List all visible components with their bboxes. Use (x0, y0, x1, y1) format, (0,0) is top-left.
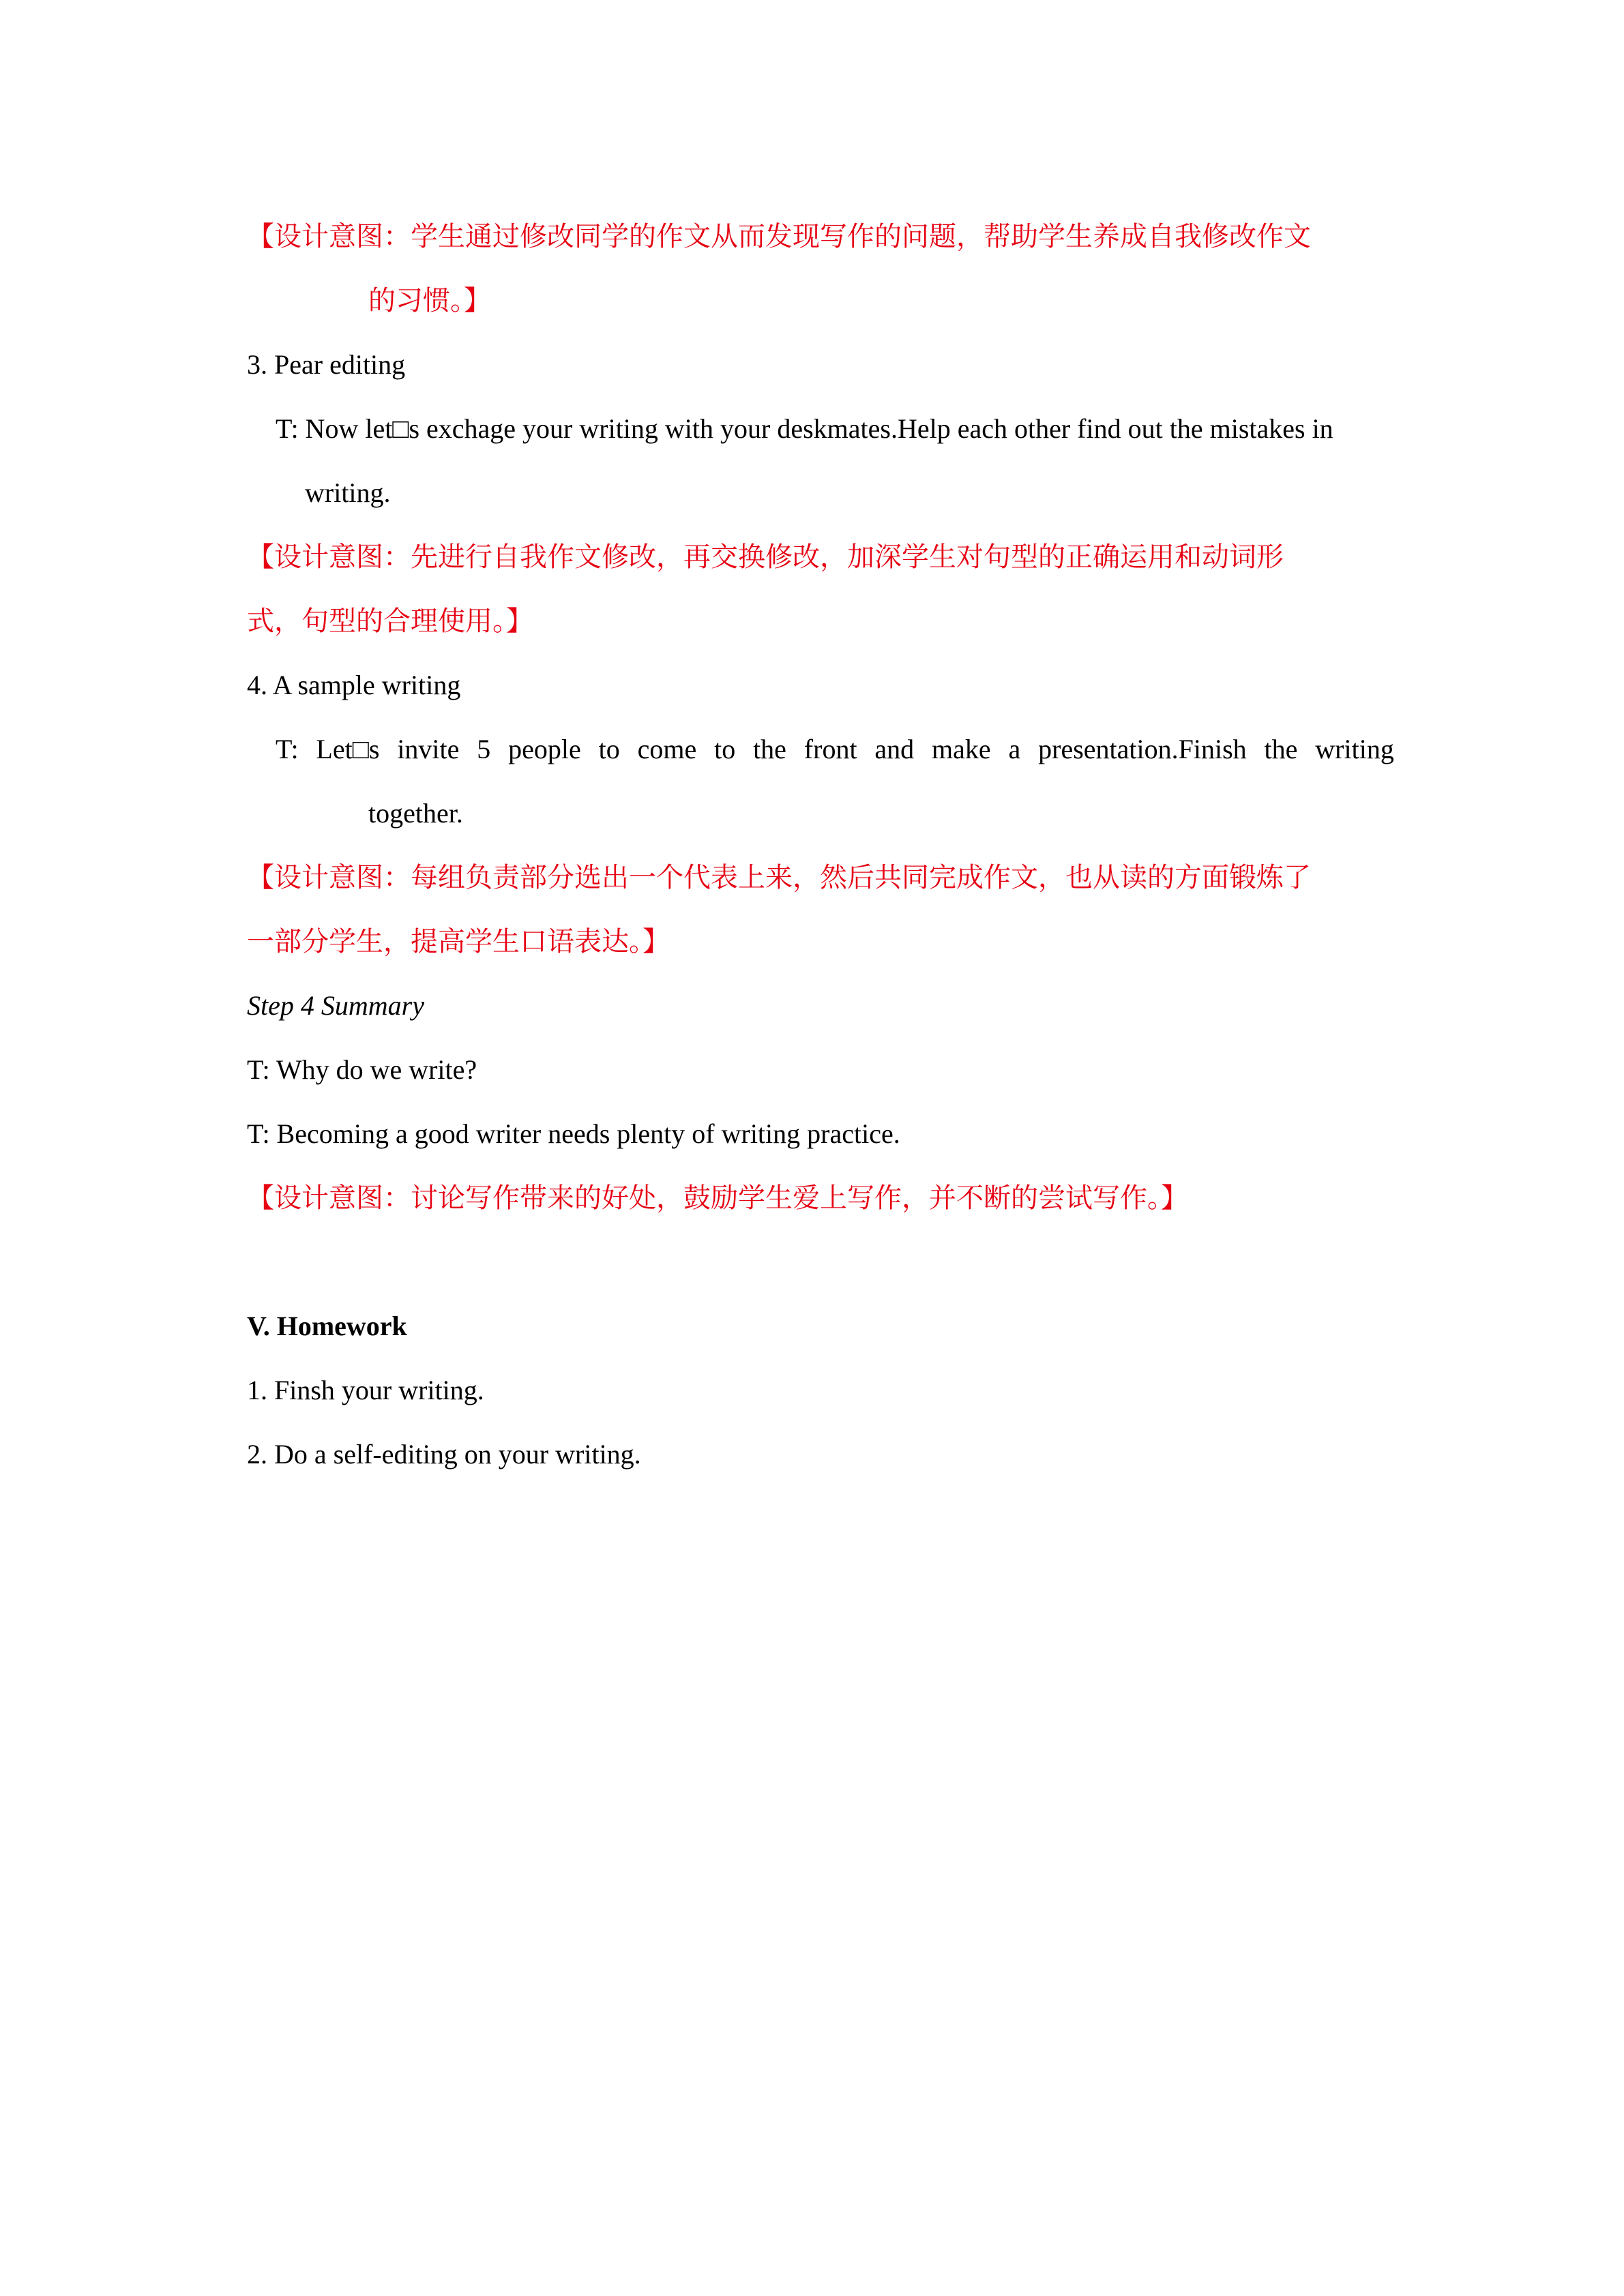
design-intent-3-line-1: 【设计意图：每组负责部分选出一个代表上来，然后共同完成作文，也从读的方面锻炼了 (247, 862, 1311, 893)
item-4-word: and (874, 734, 915, 764)
homework-item-2: 2. Do a self-editing on your writing. (247, 1439, 641, 1470)
step-4-question-2: T: Becoming a good writer needs plenty of writing practice. (247, 1118, 900, 1149)
item-4-word: writing (1315, 734, 1394, 764)
item-4-word: T: (276, 734, 299, 764)
design-intent-1-line-1: 【设计意图：学生通过修改同学的作文从而发现写作的问题，帮助学生养成自我修改作文 (247, 221, 1311, 252)
item-4-heading: 4. A sample writing (247, 670, 461, 700)
section-spacer (247, 1230, 1393, 1294)
design-intent-1-line-2: 的习惯。】 (368, 285, 491, 316)
step-4-heading: Step 4 Summary (247, 990, 424, 1021)
item-4-word: the (1264, 734, 1298, 764)
design-intent-2-line-2: 式，句型的合理使用。】 (247, 606, 533, 637)
design-intent-2-line-1: 【设计意图：先进行自我作文修改，再交换修改，加深学生对句型的正确运用和动词形 (247, 541, 1284, 573)
item-4-teacher-words (276, 717, 1394, 781)
design-intent-3-line-2: 一部分学生，提高学生口语表达。】 (247, 926, 670, 957)
item-4-word: Let□s (316, 734, 380, 764)
step-4-question-1: T: Why do we write? (247, 1054, 477, 1085)
item-4-word: make (932, 734, 991, 764)
homework-heading: V. Homework (247, 1311, 407, 1341)
homework-item-1: 1. Finsh your writing. (247, 1375, 484, 1405)
item-4-word: 5 (477, 734, 491, 764)
item-3-teacher-line-2: writing. (305, 477, 391, 508)
item-3-heading: 3. Pear editing (247, 349, 406, 380)
item-4-word: to (598, 734, 620, 764)
document-page (247, 205, 1393, 1487)
item-4-word: come (637, 734, 697, 764)
item-4-teacher-line-1 (247, 717, 1393, 781)
item-4-word: the (753, 734, 786, 764)
item-4-word: to (714, 734, 736, 764)
item-4-word: people (508, 734, 581, 764)
item-4-teacher-line-2: together. (368, 798, 463, 829)
item-4-word: a (1008, 734, 1021, 764)
design-intent-4-line-1: 【设计意图：讨论写作带来的好处，鼓励学生爱上写作，并不断的尝试写作。】 (247, 1182, 1188, 1214)
item-3-teacher-line-1: T: Now let□s exchage your writing with your deskmates.Help each other find out the mistakes in (276, 413, 1333, 444)
item-4-word: front (803, 734, 857, 764)
item-4-word: presentation.Finish (1038, 734, 1247, 764)
item-4-word: invite (397, 734, 460, 764)
